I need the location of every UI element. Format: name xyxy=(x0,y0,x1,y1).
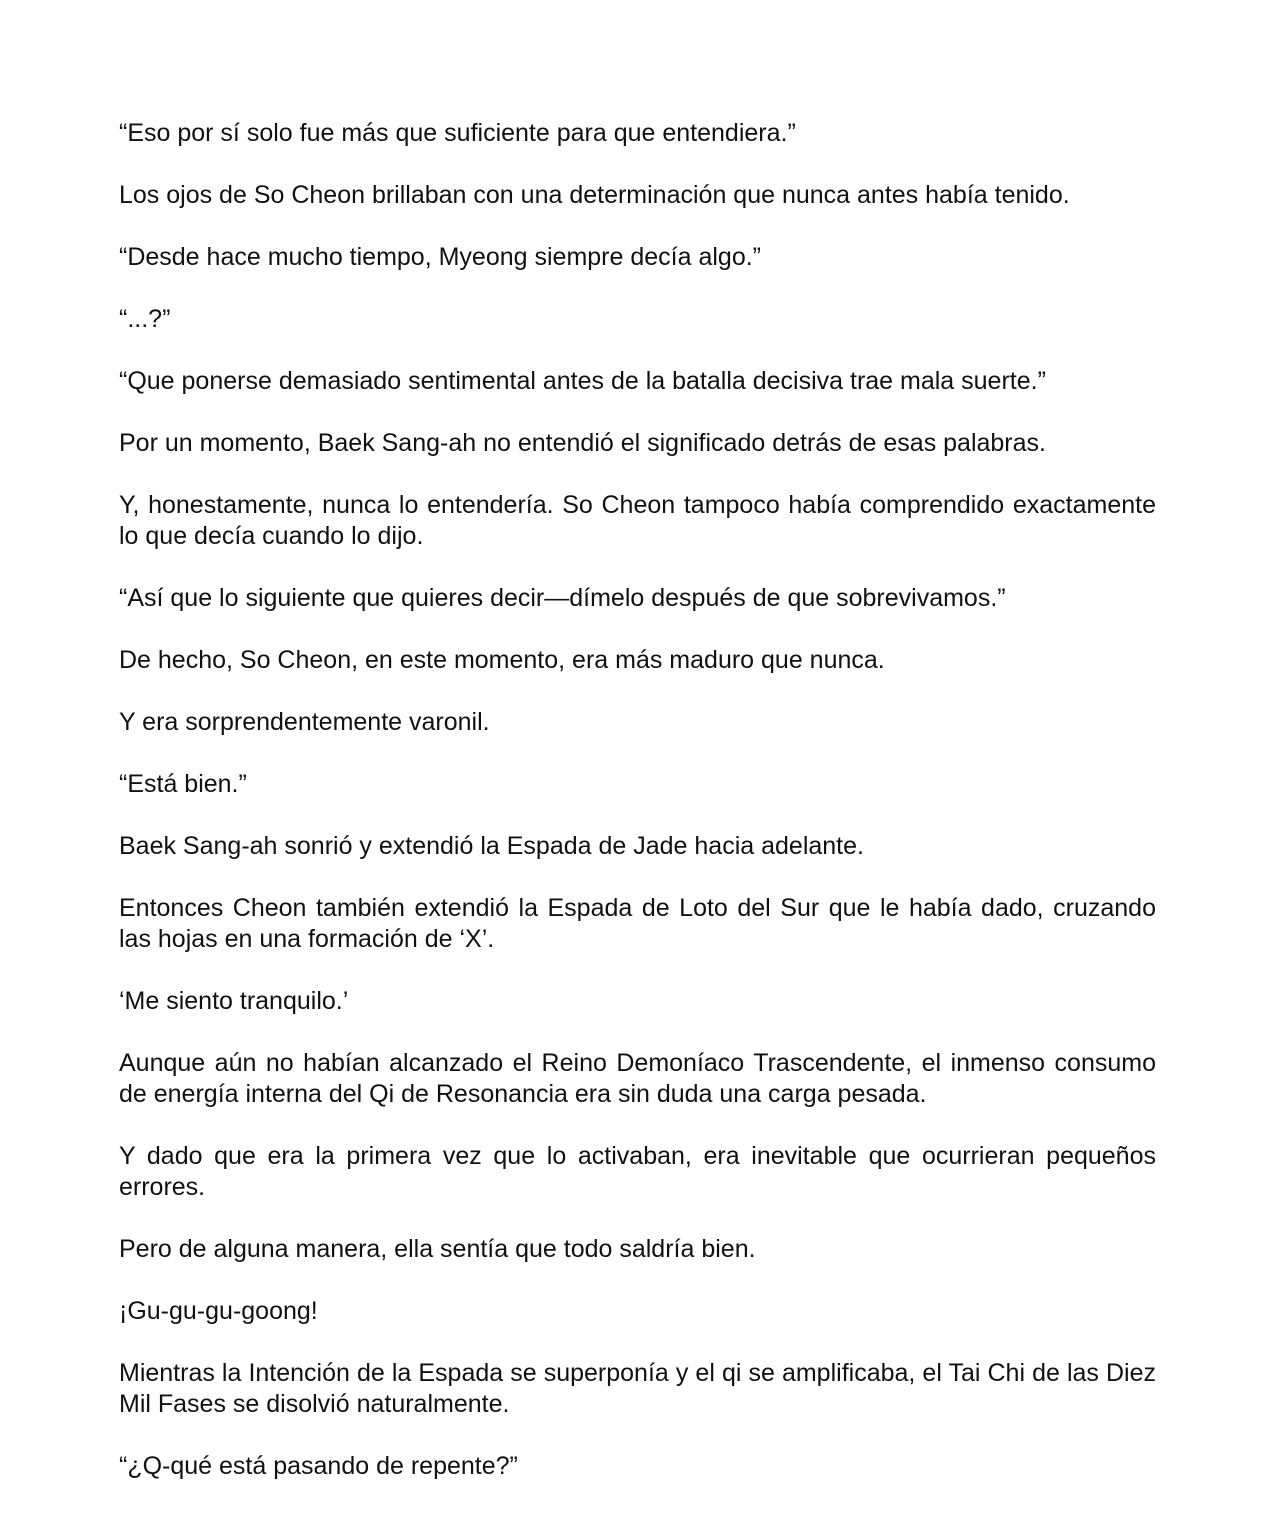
paragraph: Baek Sang-ah sonrió y extendió la Espada de Jade hacia adelante. xyxy=(119,832,864,860)
paragraph: “Está bien.” xyxy=(119,770,247,798)
paragraph: Pero de alguna manera, ella sentía que todo saldría bien. xyxy=(119,1235,756,1263)
paragraph: “Desde hace mucho tiempo, Myeong siempre decía algo.” xyxy=(119,243,761,271)
paragraph: “¿Q-qué está pasando de repente?” xyxy=(119,1452,518,1480)
paragraph: Los ojos de So Cheon brillaban con una determinación que nunca antes había tenido. xyxy=(119,181,1070,209)
paragraph: ‘Me siento tranquilo.’ xyxy=(119,987,349,1015)
document-body xyxy=(119,118,1156,1482)
paragraph: Aunque aún no habían alcanzado el Reino Demoníaco Trascendente, el inmenso consumo de energía interna del Qi de Resonancia era sin duda una carga pesada. xyxy=(119,1049,1156,1108)
paragraph: Entonces Cheon también extendió la Espada de Loto del Sur que le había dado, cruzando las hojas en una formación de ‘X’. xyxy=(119,894,1156,953)
paragraph: “Que ponerse demasiado sentimental antes de la batalla decisiva trae mala suerte.” xyxy=(119,367,1046,395)
paragraph: Y, honestamente, nunca lo entendería. So Cheon tampoco había comprendido exactamente lo que decía cuando lo dijo. xyxy=(119,491,1156,550)
paragraph: Y era sorprendentemente varonil. xyxy=(119,708,490,736)
paragraph: “Así que lo siguiente que quieres decir—dímelo después de que sobrevivamos.” xyxy=(119,584,1006,612)
paragraph: De hecho, So Cheon, en este momento, era más maduro que nunca. xyxy=(119,646,885,674)
paragraph: “...?” xyxy=(119,305,171,333)
paragraph: Y dado que era la primera vez que lo activaban, era inevitable que ocurrieran pequeños errores. xyxy=(119,1142,1156,1201)
paragraph: Por un momento, Baek Sang-ah no entendió el significado detrás de esas palabras. xyxy=(119,429,1046,457)
paragraph: ¡Gu-gu-gu-goong! xyxy=(119,1297,318,1325)
paragraph: “Eso por sí solo fue más que suficiente para que entendiera.” xyxy=(119,119,796,147)
paragraph: Mientras la Intención de la Espada se superponía y el qi se amplificaba, el Tai Chi de las Diez Mil Fases se disolvió naturalmente. xyxy=(119,1359,1156,1418)
